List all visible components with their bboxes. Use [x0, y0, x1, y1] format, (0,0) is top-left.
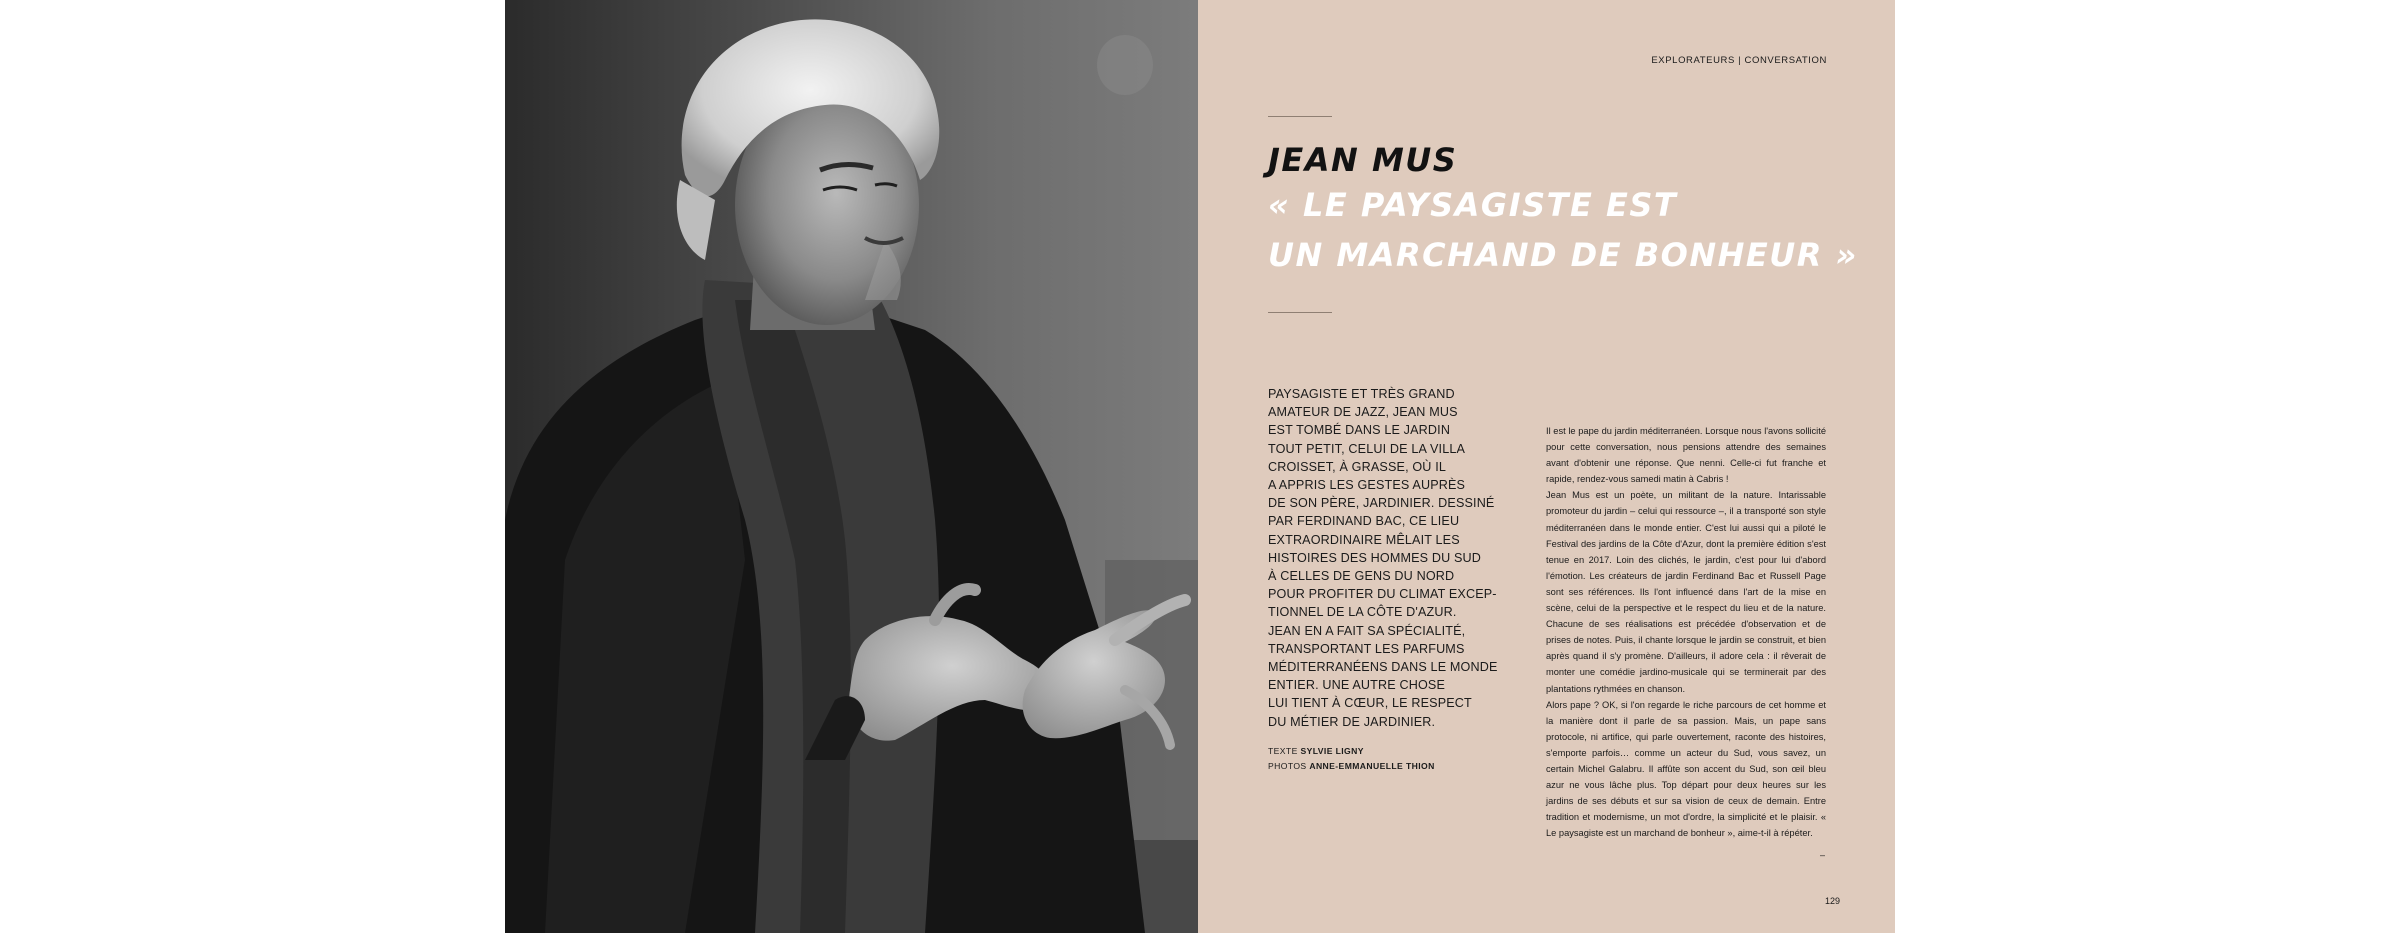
headline — [1268, 140, 1868, 280]
credit-photo-line — [1268, 759, 1498, 774]
article-body — [1546, 423, 1826, 841]
intro-line: POUR PROFITER DU CLIMAT EXCEP- — [1268, 587, 1497, 602]
intro-line: PAR FERDINAND BAC, CE LIEU — [1268, 514, 1460, 529]
credit-photo-author: ANNE-EMMANUELLE THION — [1309, 761, 1435, 771]
intro-line: MÉDITERRANÉENS DANS LE MONDE — [1268, 660, 1498, 675]
intro-line: HISTOIRES DES HOMMES DU SUD — [1268, 550, 1482, 565]
intro-line: LUI TIENT À CŒUR, LE RESPECT — [1268, 696, 1472, 711]
intro-line: TIONNEL DE LA CÔTE D'AZUR. — [1268, 605, 1457, 620]
intro-line: DE SON PÈRE, JARDINIER. DESSINÉ — [1268, 496, 1495, 511]
end-mark: – — [1820, 850, 1826, 860]
section-label: EXPLORATEURS | CONVERSATION — [1651, 55, 1827, 66]
intro-line: TRANSPORTANT LES PARFUMS — [1268, 641, 1465, 656]
credit-text-author: SYLVIE LIGNY — [1300, 746, 1364, 756]
portrait-photo — [505, 0, 1198, 933]
intro-paragraph — [1268, 385, 1498, 731]
body-paragraph-1: Il est le pape du jardin méditerranéen. Lorsque nous l'avons sollicité pour cette conversation, nous pensions attendre des semaines avant d'obtenir une réponse. Que nenni. Celle-ci fut franche et rapide, rendez-vous samedi matin à Cabris ! — [1546, 426, 1826, 485]
body-paragraph-2: Jean Mus est un poète, un militant de la nature. Intarissable promoteur du jardin – celui qui ressource –, il a transporté son style méditerranéen dans le monde entier. C'est lui aussi qui a piloté le Festival des jardins de la Côte d'Azur, dont la première édition s'est tenue en 2017. Loin des clichés, le jardin, c'est pour lui d'abord l'émotion. Les créateurs de jardin Ferdinand Bac et Russell Page sont ses références. Ils l'ont influencé dans l'art de la mise en scène, celui de la perspective et le respect du lieu et de la nature. Chacune de ses réalisations est précédée d'observation et de prises de notes. Puis, il chante lorsque le jardin se construit, et bien après quand il s'y promène. D'ailleurs, il adore cela : il rêverait de monter une comédie jardino-musicale qui se terminerait par des plantations rythmées en chanson. — [1546, 490, 1826, 694]
credit-text-label: TEXTE — [1268, 746, 1298, 756]
credit-text-line — [1268, 744, 1498, 759]
headline-name: JEAN MUS — [1268, 141, 1458, 179]
magazine-spread — [505, 0, 1895, 933]
credit-photo-label: PHOTOS — [1268, 761, 1307, 771]
intro-line: TOUT PETIT, CELUI DE LA VILLA — [1268, 441, 1466, 456]
intro-line: DU MÉTIER DE JARDINIER. — [1268, 714, 1436, 729]
intro-line: PAYSAGISTE ET TRÈS GRAND — [1268, 387, 1455, 401]
page-number: 129 — [1825, 896, 1841, 906]
credits — [1268, 744, 1498, 774]
body-paragraph-3: Alors pape ? OK, si l'on regarde le riche parcours de cet homme et la manière dont il parle de sa passion. Mais, un pape sans protocole, ni artifice, qui parle ouvertement, raconte des histoires, s'emporte parfois… comme un acteur du Sud, vous savez, un certain Michel Galabru. Il affûte son accent du Sud, son œil bleu azur ne vous lâche plus. Top départ pour deux heures sur les jardins de ses débuts et sur sa vision de ceux de demain. Entre tradition et modernisme, un mot d'ordre, la simplicité et le plaisir. « Le paysagiste est un marchand de bonheur », aime-t-il à répéter. — [1546, 699, 1826, 839]
intro-line: JEAN EN A FAIT SA SPÉCIALITÉ, — [1268, 623, 1466, 638]
article-page — [1198, 0, 1895, 933]
headline-rule-top — [1268, 116, 1332, 117]
intro-line: AMATEUR DE JAZZ, JEAN MUS — [1268, 405, 1458, 420]
portrait-photo-drawing — [505, 0, 1198, 933]
headline-quote-line-1: « LE PAYSAGISTE EST — [1268, 186, 1678, 224]
intro-line: EST TOMBÉ DANS LE JARDIN — [1268, 423, 1451, 438]
intro-line: EXTRAORDINAIRE MÊLAIT LES — [1268, 532, 1460, 547]
intro-line: À CELLES DE GENS DU NORD — [1268, 569, 1455, 584]
intro-line: ENTIER. UNE AUTRE CHOSE — [1268, 678, 1445, 693]
intro-line: CROISSET, À GRASSE, OÙ IL — [1268, 459, 1447, 474]
headline-rule-bottom — [1268, 312, 1332, 313]
headline-quote-line-2: UN MARCHAND DE BONHEUR » — [1268, 236, 1858, 274]
intro-line: A APPRIS LES GESTES AUPRÈS — [1268, 478, 1466, 493]
